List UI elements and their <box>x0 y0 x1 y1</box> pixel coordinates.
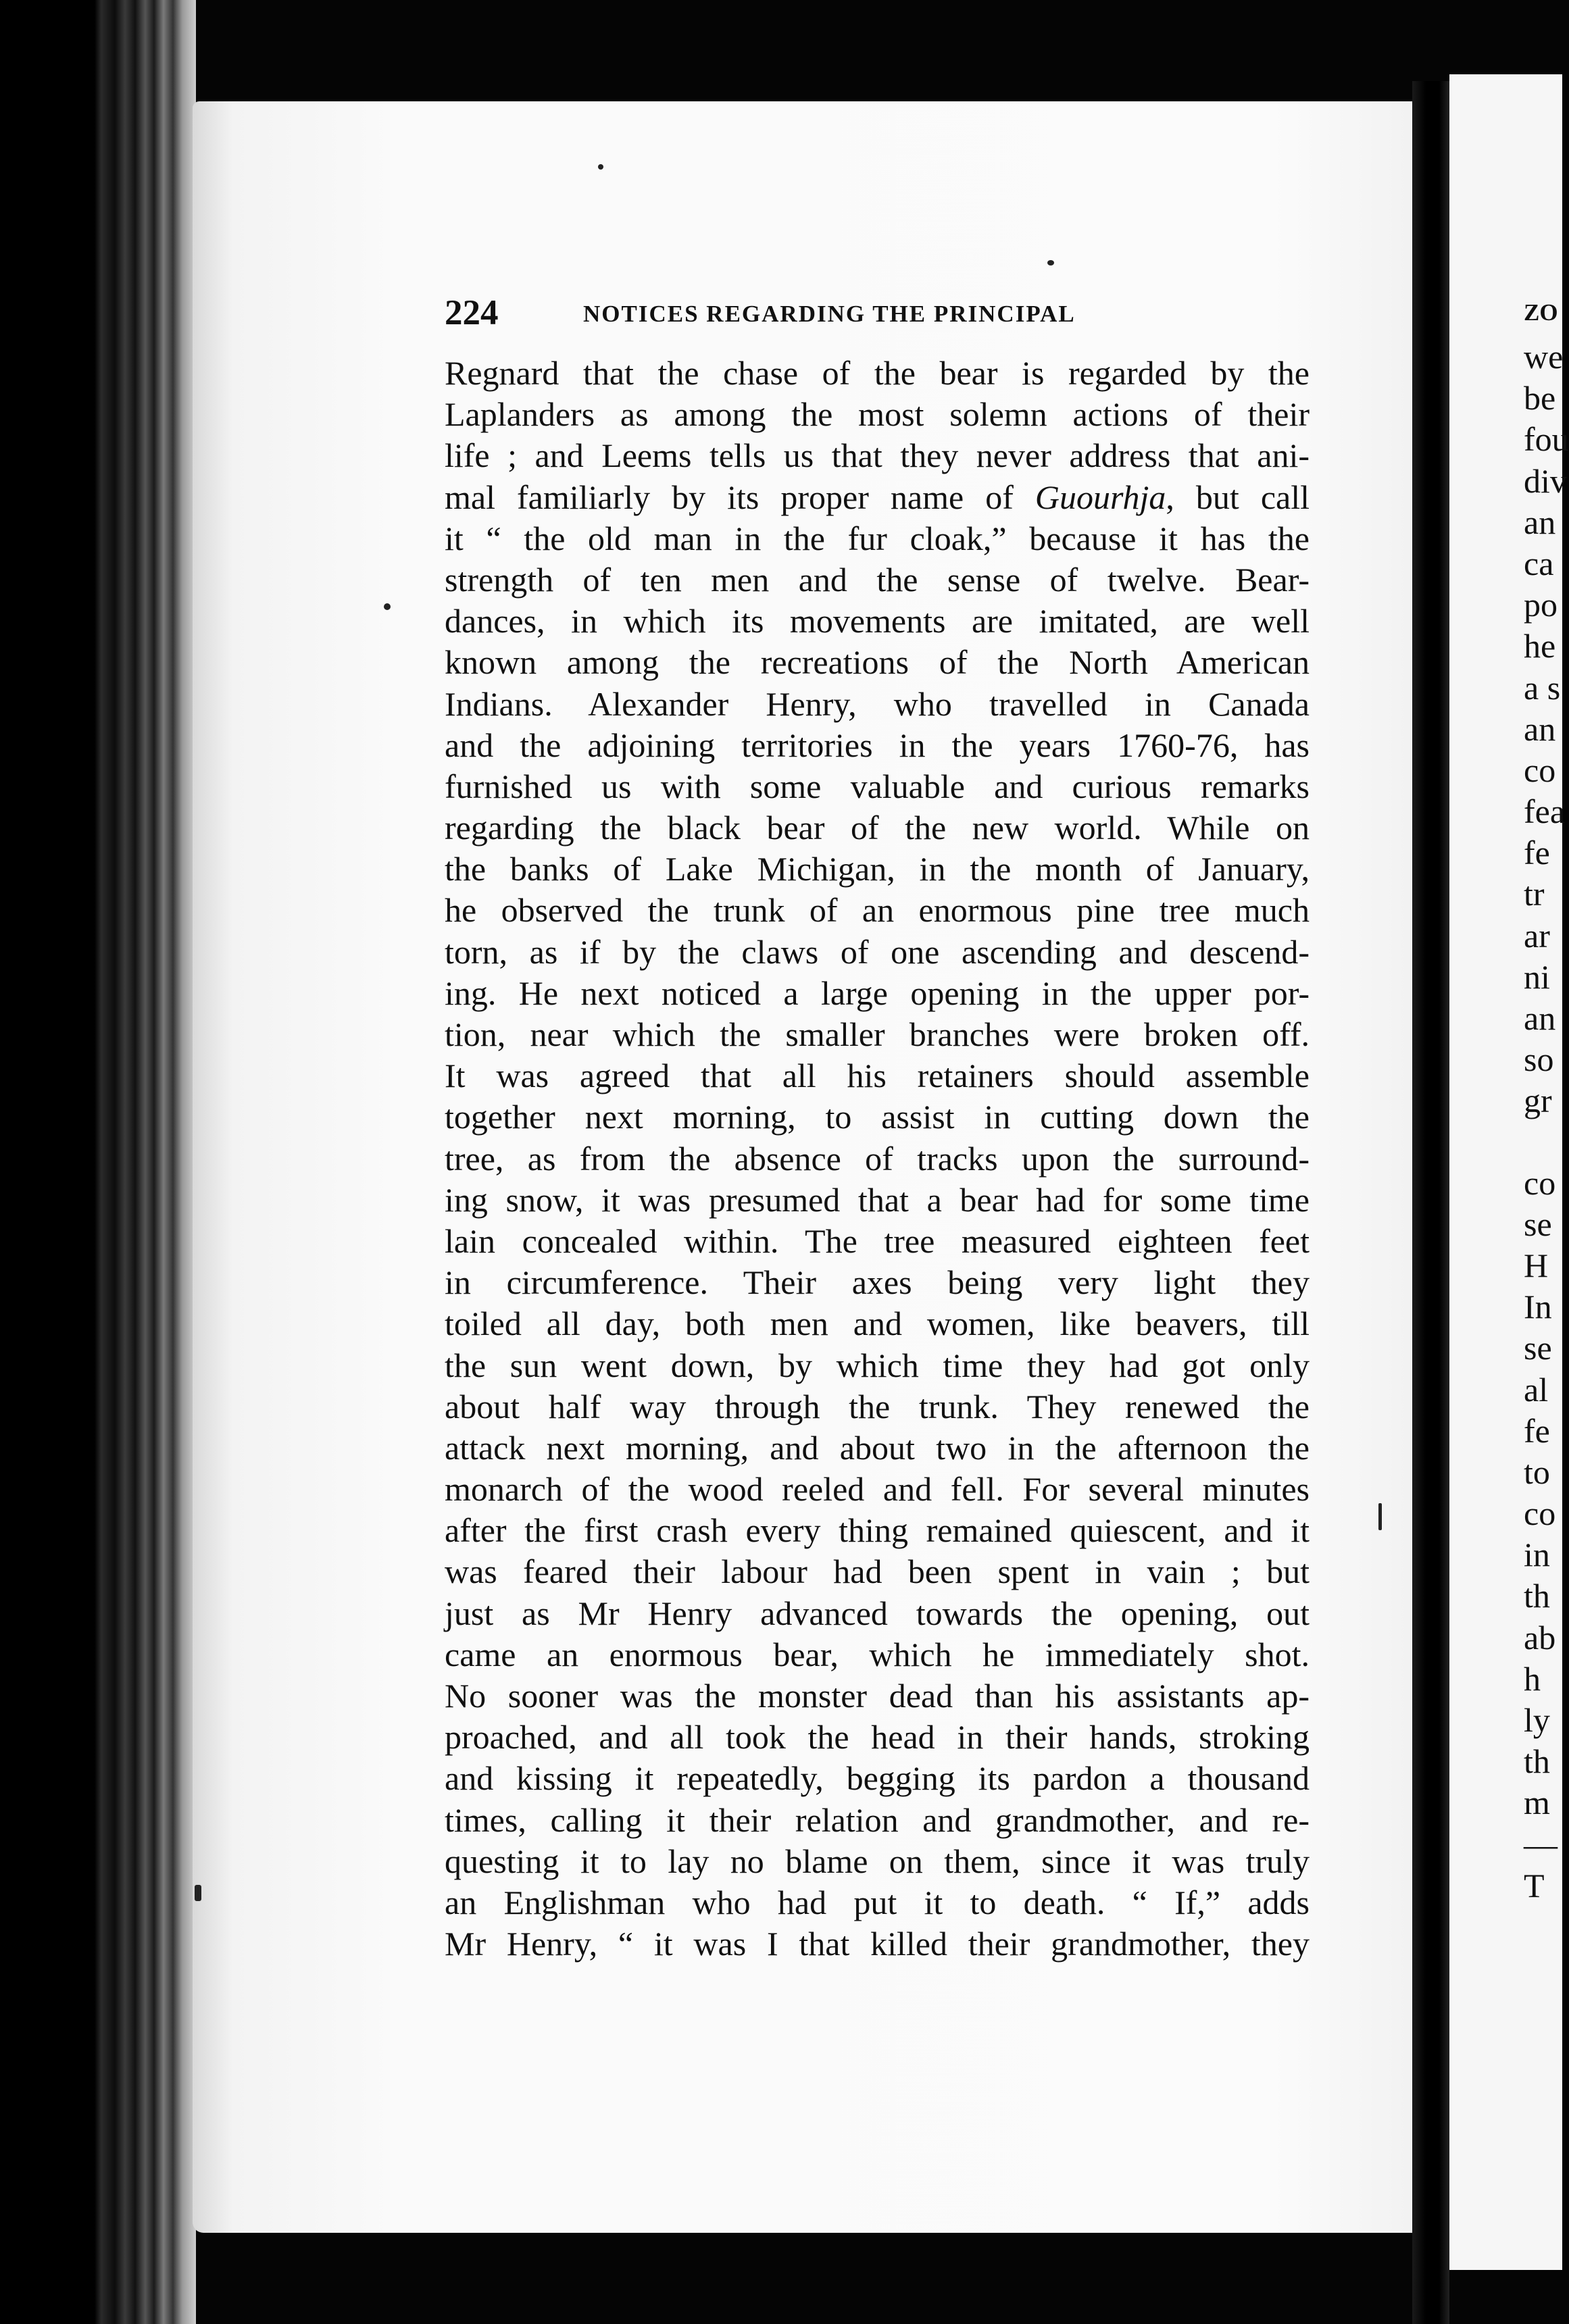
facing-text-fragment: we <box>1524 338 1564 376</box>
facing-text-fragment: fea <box>1524 792 1566 831</box>
book-gutter <box>1412 81 1449 2324</box>
text-line: was feared their labour had been spent in vain ; but <box>445 1552 1310 1591</box>
text-line: times, calling it their relation and grandmother, and re- <box>445 1800 1310 1839</box>
facing-text-fragment: po <box>1524 586 1558 624</box>
facing-text-fragment: he <box>1524 627 1556 665</box>
facing-text-fragment: T <box>1524 1866 1545 1904</box>
text-line: ing snow, it was presumed that a bear had for some time <box>445 1180 1310 1219</box>
facing-text-fragment: th <box>1524 1742 1550 1781</box>
text-line: furnished us with some valuable and curious remarks <box>445 767 1310 805</box>
facing-text-fragment: co <box>1524 1494 1556 1533</box>
text-line: questing it to lay no blame on them, since it was truly <box>445 1842 1310 1880</box>
text-line: Laplanders as among the most solemn actions of their <box>445 395 1310 434</box>
scan-speck <box>384 603 391 610</box>
text-line: proached, and all took the head in their hands, stroking <box>445 1718 1310 1757</box>
facing-text-fragment: H <box>1524 1246 1549 1284</box>
text-line: torn, as if by the claws of one ascending and descend- <box>445 932 1310 971</box>
text-line: came an enormous bear, which he immediately shot. <box>445 1635 1310 1673</box>
facing-text-fragment: be <box>1524 379 1556 418</box>
running-title: NOTICES REGARDING THE PRINCIPAL <box>583 301 1076 327</box>
text-line: together next morning, to assist in cutting down the <box>445 1098 1310 1136</box>
facing-text-fragment: h <box>1524 1659 1541 1698</box>
page-number: 224 <box>445 293 499 332</box>
facing-text-fragment: so <box>1524 1040 1554 1079</box>
facing-text-fragment: gr <box>1524 1082 1552 1120</box>
text-line: he observed the trunk of an enormous pine tree much <box>445 891 1310 930</box>
facing-text-fragment: m <box>1524 1784 1550 1822</box>
text-line: Indians. Alexander Henry, who travelled in Canada <box>445 684 1310 723</box>
facing-text-fragment: fou <box>1524 420 1569 459</box>
facing-text-fragment: co <box>1524 751 1556 789</box>
text-line: just as Mr Henry advanced towards the opening, out <box>445 1594 1310 1632</box>
text-line: about half way through the trunk. They renewed the <box>445 1387 1310 1425</box>
facing-rule: — <box>1524 1825 1558 1863</box>
text-line: it “ the old man in the fur cloak,” because it has the <box>445 519 1310 557</box>
facing-text-fragment: an <box>1524 999 1556 1037</box>
text-line: attack next morning, and about two in the afternoon the <box>445 1428 1310 1467</box>
text-line: life ; and Leems tells us that they never address that ani- <box>445 436 1310 475</box>
text-line: strength of ten men and the sense of twelve. Bear- <box>445 560 1310 599</box>
text-line: regarding the black bear of the new world. While on <box>445 809 1310 847</box>
text-line: after the first crash every thing remained quiescent, and it <box>445 1511 1310 1550</box>
body-text <box>445 353 1310 1965</box>
facing-text-fragment: in <box>1524 1536 1550 1574</box>
facing-text-fragment: ar <box>1524 916 1550 955</box>
facing-text-fragment: a s <box>1524 668 1561 707</box>
facing-text-fragment: In <box>1524 1288 1552 1326</box>
text-line: No sooner was the monster dead than his assistants ap- <box>445 1677 1310 1715</box>
facing-page-text <box>1524 289 1569 1906</box>
text-line: known among the recreations of the North American <box>445 643 1310 682</box>
facing-text-fragment: tr <box>1524 875 1545 913</box>
text-line: the banks of Lake Michigan, in the month of January, <box>445 850 1310 888</box>
text-line: Regnard that the chase of the bear is regarded by the <box>445 354 1310 392</box>
text-line: Mr Henry, “ it was I that killed their grandmother, they <box>445 1925 1310 1963</box>
facing-text-fragment: th <box>1524 1577 1550 1615</box>
scan-speck <box>1378 1503 1382 1530</box>
text-line: toiled all day, both men and women, like beavers, till <box>445 1305 1310 1343</box>
facing-text-fragment: al <box>1524 1370 1549 1409</box>
facing-text-fragment: ni <box>1524 957 1550 996</box>
scan-speck <box>598 164 603 170</box>
facing-text-fragment: fe <box>1524 1411 1550 1450</box>
text-line: mal familiarly by its proper name of Guourhja, but call <box>445 478 1310 516</box>
text-line: dances, in which its movements are imitated, are well <box>445 602 1310 640</box>
facing-text-fragment: co <box>1524 1163 1556 1202</box>
text-line: monarch of the wood reeled and fell. For several minutes <box>445 1470 1310 1509</box>
facing-running-head: ZO <box>1524 299 1558 326</box>
text-line: ing. He next noticed a large opening in the upper por- <box>445 974 1310 1012</box>
scan-speck <box>195 1885 201 1901</box>
facing-text-fragment: ly <box>1524 1701 1550 1739</box>
facing-text-fragment: se <box>1524 1329 1552 1367</box>
facing-text-fragment: ca <box>1524 544 1554 582</box>
text-line: in circumference. Their axes being very light they <box>445 1263 1310 1302</box>
facing-text-fragment: se <box>1524 1205 1552 1243</box>
facing-text-fragment: ab <box>1524 1618 1556 1657</box>
text-line: the sun went down, by which time they had got only <box>445 1346 1310 1384</box>
text-line: tion, near which the smaller branches were broken off. <box>445 1015 1310 1053</box>
text-line: and the adjoining territories in the years 1760-76, has <box>445 726 1310 764</box>
facing-text-fragment: fe <box>1524 834 1550 872</box>
text-line: tree, as from the absence of tracks upon the surround- <box>445 1139 1310 1178</box>
text-line: lain concealed within. The tree measured eighteen feet <box>445 1221 1310 1260</box>
book-page-edges <box>0 0 196 2324</box>
running-head <box>445 289 1310 336</box>
facing-text-fragment: an <box>1524 709 1556 748</box>
scan-speck <box>1047 260 1054 266</box>
facing-text-fragment: div <box>1524 461 1567 500</box>
facing-text-fragment: to <box>1524 1452 1550 1491</box>
text-line: It was agreed that all his retainers should assemble <box>445 1057 1310 1095</box>
text-line: an Englishman who had put it to death. “ If,” adds <box>445 1883 1310 1921</box>
facing-text-fragment: an <box>1524 503 1556 541</box>
text-line: and kissing it repeatedly, begging its pardon a thousand <box>445 1759 1310 1798</box>
